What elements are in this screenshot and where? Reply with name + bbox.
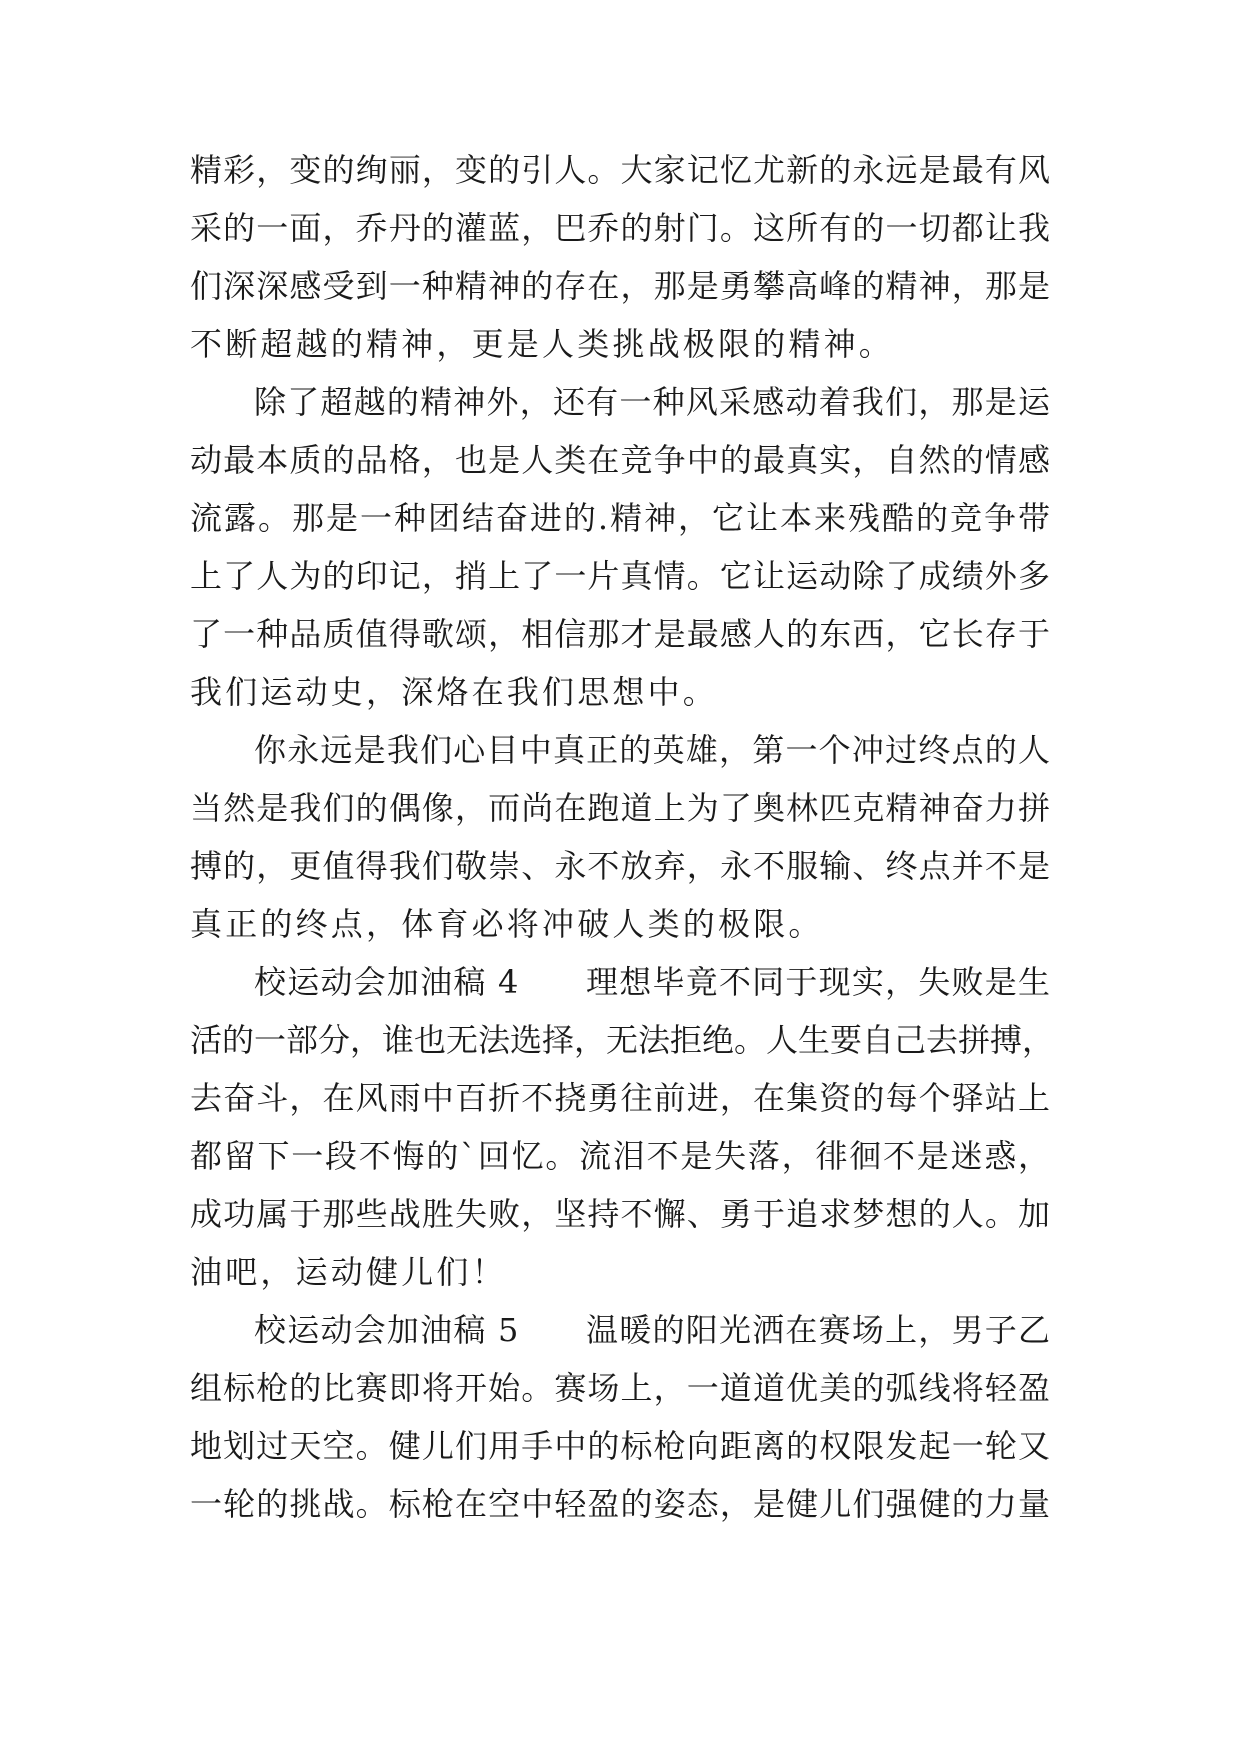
text-line: 除了超越的精神外，还有一种风采感动着我们，那是运 bbox=[254, 383, 1050, 421]
text-line: 去奋斗，在风雨中百折不挠勇往前进，在集资的每个驿站上 bbox=[190, 1079, 1050, 1117]
text-line: 真正的终点，体育必将冲破人类的极限。 bbox=[190, 905, 824, 943]
text-line: 采的一面，乔丹的灌蓝，巴乔的射门。这所有的一切都让我 bbox=[190, 209, 1050, 247]
text-line: 活的一部分，谁也无法选择，无法拒绝。人生要自己去拼搏， bbox=[190, 1021, 1055, 1059]
text-line: 流露。那是一种团结奋进的.精神，它让本来残酷的竞争带 bbox=[190, 499, 1050, 537]
text-line: 动最本质的品格，也是人类在竞争中的最真实，自然的情感 bbox=[190, 441, 1050, 479]
text-line: 地划过天空。健儿们用手中的标枪向距离的权限发起一轮又 bbox=[190, 1427, 1050, 1465]
text-line: 油吧，运动健儿们！ bbox=[190, 1253, 507, 1291]
text-line: 们深深感受到一种精神的存在，那是勇攀高峰的精神，那是 bbox=[190, 267, 1050, 305]
text-line: 我们运动史，深烙在我们思想中。 bbox=[190, 673, 719, 711]
text-line: 了一种品质值得歌颂，相信那才是最感人的东西，它长存于 bbox=[190, 615, 1050, 653]
section-heading-line: 校运动会加油稿 5 温暖的阳光洒在赛场上，男子乙 bbox=[254, 1311, 1050, 1349]
text-line: 你永远是我们心目中真正的英雄，第一个冲过终点的人 bbox=[254, 731, 1050, 769]
text-line: 搏的，更值得我们敬崇、永不放弃，永不服输、终点并不是 bbox=[190, 847, 1050, 885]
text-line: 不断超越的精神，更是人类挑战极限的精神。 bbox=[190, 325, 895, 363]
text-line: 当然是我们的偶像，而尚在跑道上为了奥林匹克精神奋力拼 bbox=[190, 789, 1050, 827]
text-line: 都留下一段不悔的`回忆。流泪不是失落，徘徊不是迷惑， bbox=[190, 1137, 1050, 1175]
section-heading-line: 校运动会加油稿 4 理想毕竟不同于现实，失败是生 bbox=[254, 963, 1050, 1001]
text-line: 上了人为的印记，捎上了一片真情。它让运动除了成绩外多 bbox=[190, 557, 1050, 595]
text-line: 组标枪的比赛即将开始。赛场上，一道道优美的弧线将轻盈 bbox=[190, 1369, 1050, 1407]
text-line: 精彩，变的绚丽，变的引人。大家记忆尤新的永远是最有风 bbox=[190, 151, 1050, 189]
text-line: 一轮的挑战。标枪在空中轻盈的姿态，是健儿们强健的力量 bbox=[190, 1485, 1050, 1523]
text-line: 成功属于那些战胜失败，坚持不懈、勇于追求梦想的人。加 bbox=[190, 1195, 1050, 1233]
